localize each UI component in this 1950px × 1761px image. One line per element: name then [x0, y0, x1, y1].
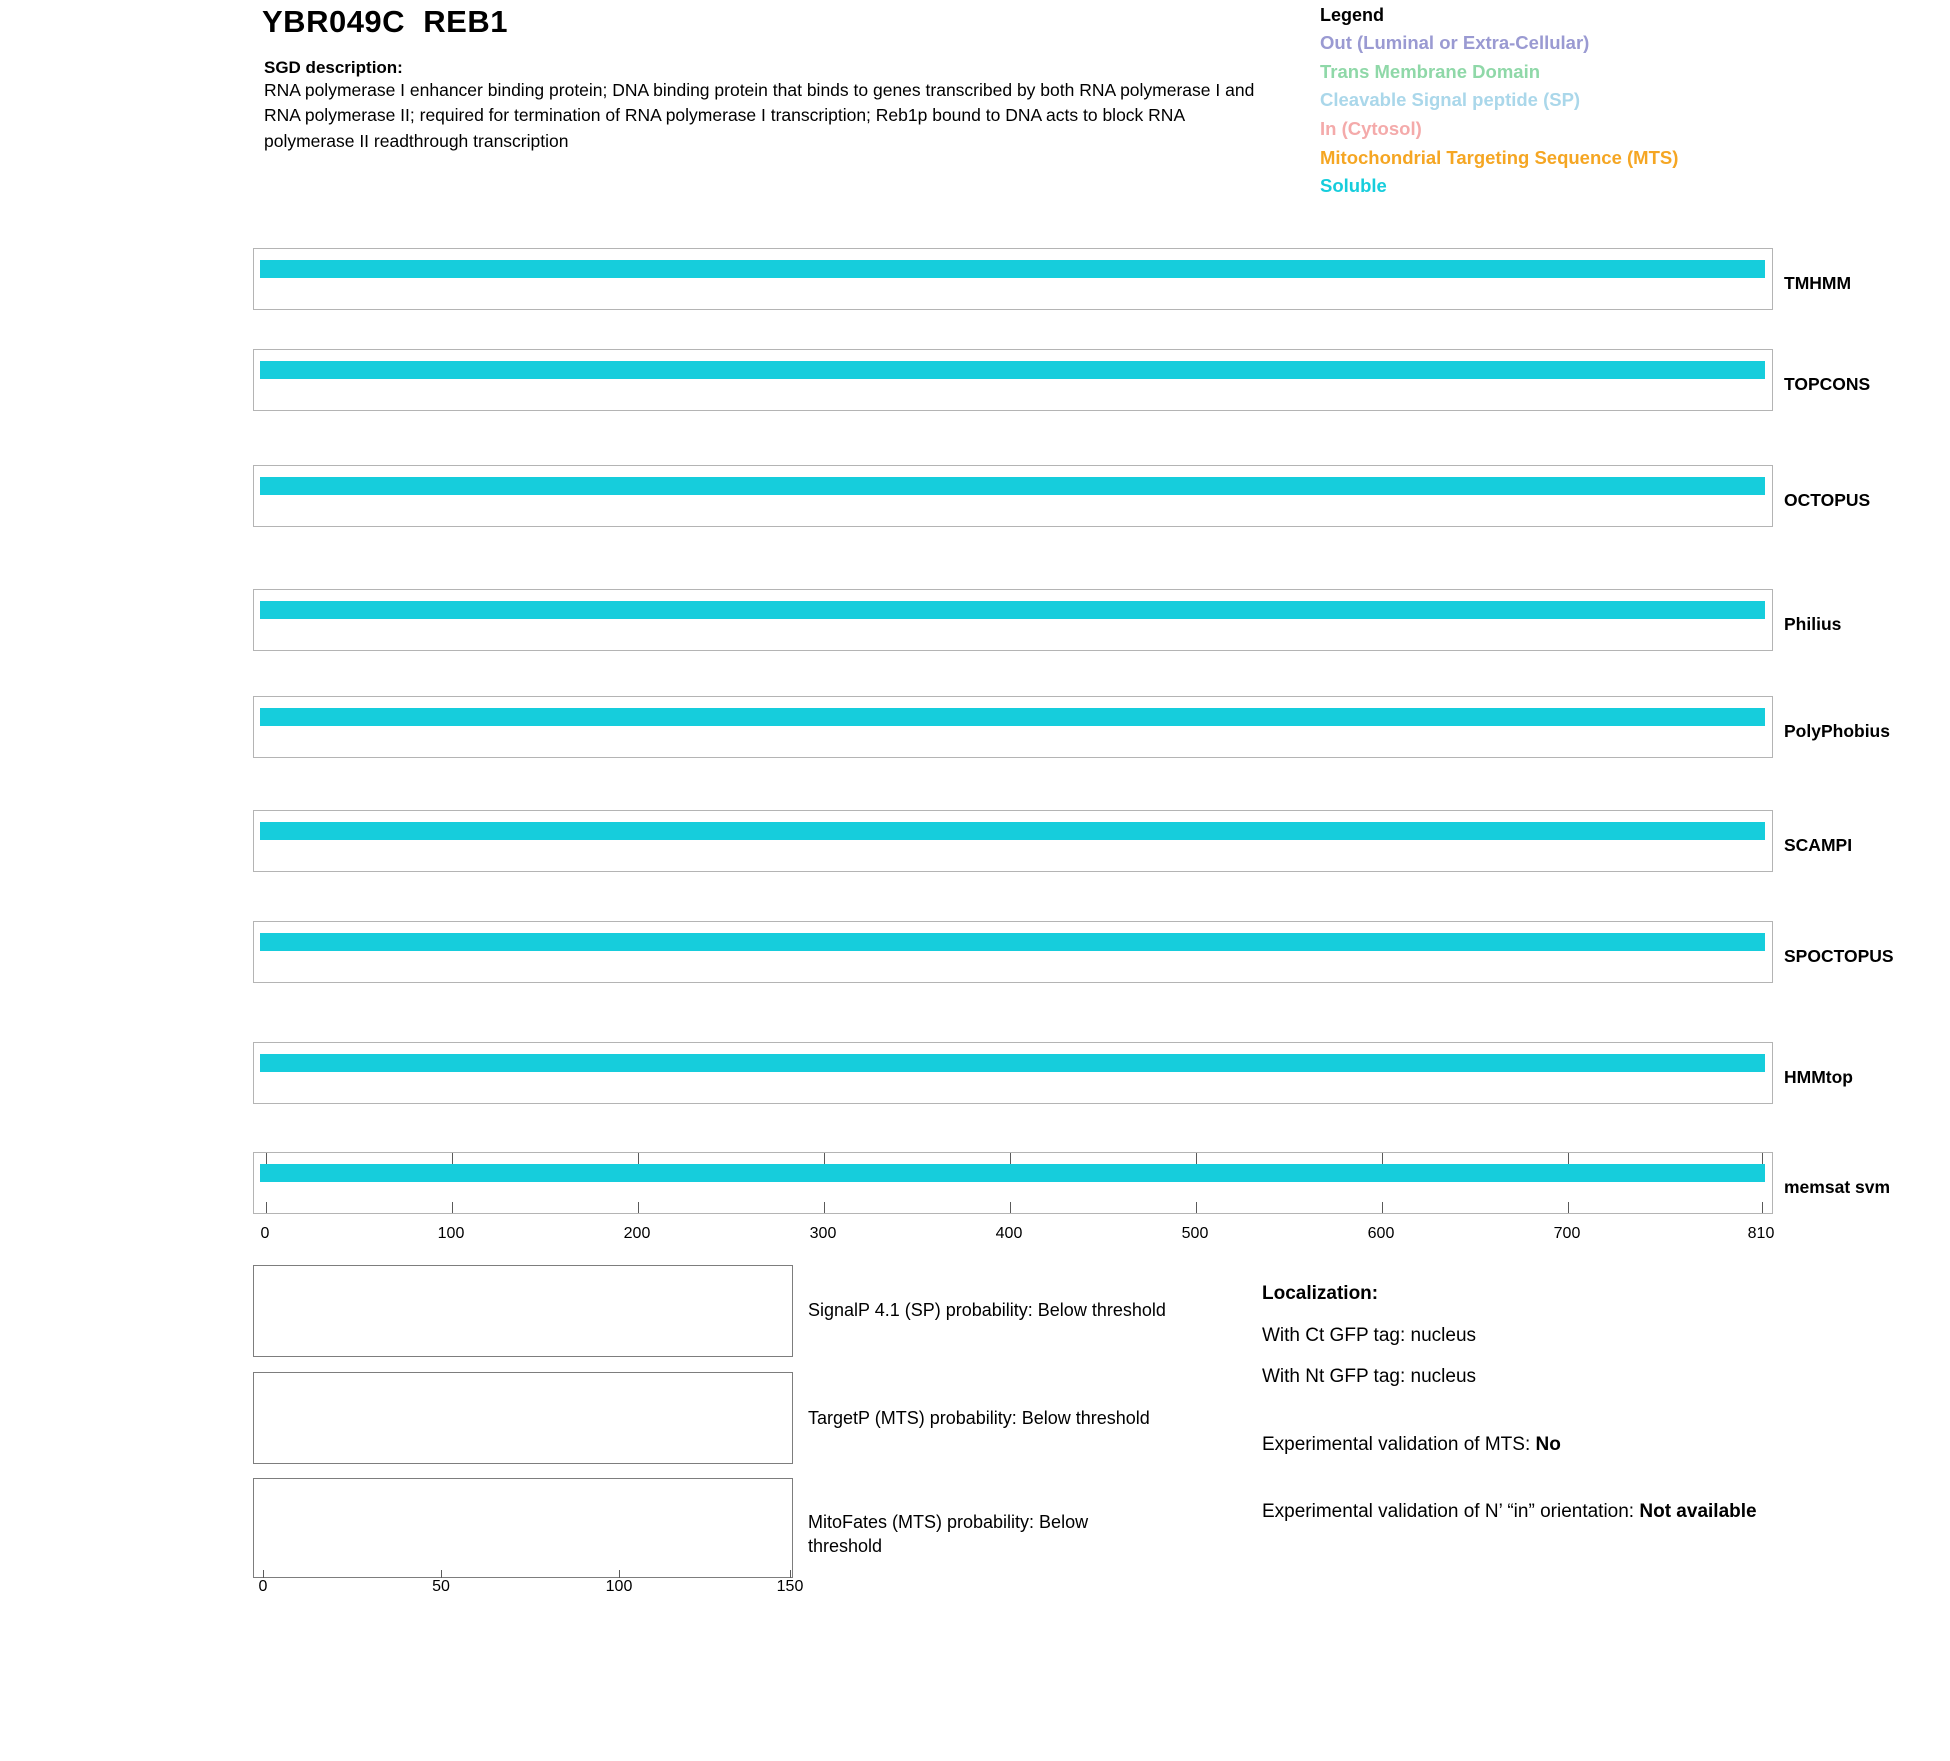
page-title: YBR049C REB1: [262, 4, 508, 39]
legend-item-mts: Mitochondrial Targeting Sequence (MTS): [1320, 146, 1679, 168]
track-label-octopus: OCTOPUS: [1784, 490, 1871, 510]
track-label-hmmtop: HMMtop: [1784, 1067, 1854, 1087]
legend: [1320, 5, 1920, 201]
segment-soluble: [260, 361, 1765, 379]
mts-validation-label: Experimental validation of MTS:: [1262, 1433, 1536, 1455]
panel-targetp: [253, 1372, 793, 1464]
track-label-spoctopus: SPOCTOPUS: [1784, 946, 1894, 966]
track-hmmtop: [253, 1042, 1773, 1104]
panel-signalp: [253, 1265, 793, 1357]
legend-item-in: In (Cytosol): [1320, 118, 1422, 140]
lower-axis: [253, 1578, 804, 1602]
lower-axis-tick-150: 150: [776, 1578, 804, 1595]
ct-gfp-tag-line: With Ct GFP tag: nucleus: [1262, 1324, 1477, 1346]
orientation-validation-value: Not available: [1639, 1501, 1757, 1523]
caption-mitofates: MitoFates (MTS) probability: Below threshold: [808, 1512, 1089, 1557]
track-label-topcons: TOPCONS: [1784, 374, 1871, 394]
segment-soluble: [260, 1054, 1765, 1072]
localization-heading: Localization:: [1262, 1283, 1379, 1304]
track-topcons: [253, 349, 1773, 411]
axis-tick-100: 100: [437, 1225, 465, 1242]
track-memsat-svm: [253, 1152, 1773, 1214]
track-label-tmhmm: TMHMM: [1784, 273, 1852, 293]
panel-mitofates: [253, 1478, 793, 1578]
track-label-polyphobius: PolyPhobius: [1784, 721, 1890, 741]
lower-axis-tick-100: 100: [605, 1578, 633, 1595]
segment-soluble: [260, 822, 1765, 840]
track-spoctopus: [253, 921, 1773, 983]
segment-soluble: [260, 933, 1765, 951]
track-label-scampi: SCAMPI: [1784, 835, 1853, 855]
track-polyphobius: [253, 696, 1773, 758]
segment-soluble: [260, 477, 1765, 495]
legend-item-out: Out (Luminal or Extra-Cellular): [1320, 32, 1590, 53]
axis-tick-0: 0: [260, 1225, 270, 1242]
lower-axis-tick-50: 50: [432, 1578, 450, 1595]
orientation-validation-label: Experimental validation of N’ “in” orientation:: [1262, 1501, 1640, 1523]
mts-validation-line: [1262, 1431, 1882, 1459]
track-label-memsat-svm: memsat svm: [1784, 1177, 1891, 1197]
segment-soluble: [260, 260, 1765, 278]
legend-title: Legend: [1320, 5, 1385, 25]
axis-tick-500: 500: [1181, 1225, 1209, 1242]
segment-soluble: [260, 1164, 1765, 1182]
axis-tick-810: 810: [1747, 1225, 1775, 1242]
track-label-philius: Philius: [1784, 614, 1842, 634]
segment-soluble: [260, 601, 1765, 619]
nt-gfp-tag-line: With Nt GFP tag: nucleus: [1262, 1366, 1477, 1388]
sgd-description-label: SGD description:: [264, 58, 403, 77]
legend-item-soluble: Soluble: [1320, 175, 1387, 197]
sgd-description-text: RNA polymerase I enhancer binding protein; DNA binding protein that binds to genes transcribed by both RNA polymerase I and RNA polymerase II; required for termination of RNA polymerase I transcription; Reb1p bound to DNA acts to block RNA polymerase II readthrough transcription: [264, 80, 1255, 151]
mts-validation-value: No: [1535, 1433, 1561, 1455]
lower-axis-tick-0: 0: [258, 1578, 268, 1595]
axis-tick-700: 700: [1553, 1225, 1581, 1242]
track-octopus: [253, 465, 1773, 527]
orientation-validation-line: [1262, 1498, 1882, 1526]
axis-tick-600: 600: [1367, 1225, 1395, 1242]
axis-tickmarks: [254, 1153, 1772, 1213]
track-philius: [253, 589, 1773, 651]
track-scampi: [253, 810, 1773, 872]
segment-soluble: [260, 708, 1765, 726]
track-tmhmm: [253, 248, 1773, 310]
axis-tick-200: 200: [623, 1225, 651, 1242]
axis-tick-300: 300: [809, 1225, 837, 1242]
main-axis: [253, 1225, 1773, 1251]
legend-item-sp: Cleavable Signal peptide (SP): [1320, 89, 1581, 111]
caption-targetp: TargetP (MTS) probability: Below threshold: [808, 1408, 1150, 1428]
legend-item-tmd: Trans Membrane Domain: [1320, 60, 1541, 82]
axis-tick-400: 400: [995, 1225, 1023, 1242]
caption-signalp: SignalP 4.1 (SP) probability: Below threshold: [808, 1300, 1166, 1320]
localization-info: [1262, 1280, 1882, 1540]
